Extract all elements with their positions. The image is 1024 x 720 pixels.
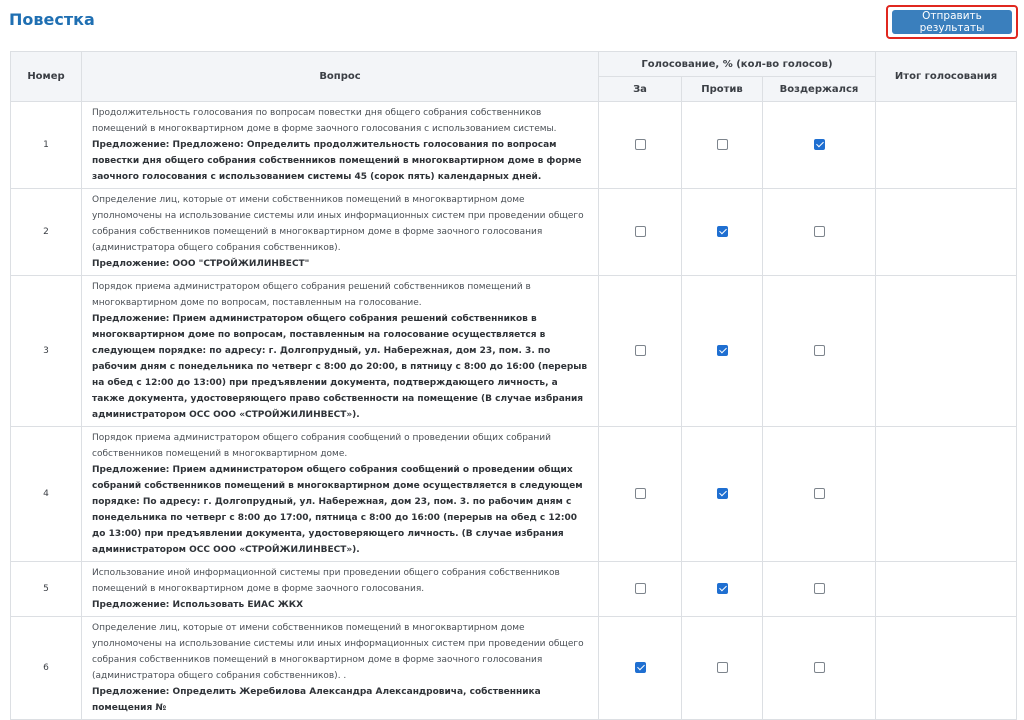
vote-for-cell (599, 276, 682, 427)
question-proposal: Предложение: Использовать ЕИАС ЖКХ (92, 600, 304, 610)
question-text: Использование иной информационной системы при проведении общего собрания собственников помещений в многоквартирном доме в форме заочного голосования. (92, 568, 560, 594)
vote-abstained-cell (763, 276, 876, 427)
header-voting: Голосование, % (кол-во голосов) (599, 52, 876, 77)
row-result (876, 102, 1017, 189)
header-result: Итог голосования (876, 52, 1017, 102)
vote-for-cell (599, 189, 682, 276)
vote-against-cell (682, 427, 763, 562)
row-question-cell (82, 617, 599, 720)
vote-for-cell (599, 617, 682, 720)
vote-against-cell (682, 276, 763, 427)
question-proposal: Предложение: ООО "СТРОЙЖИЛИНВЕСТ" (92, 259, 310, 269)
vote-for-cell (599, 102, 682, 189)
vote-for-checkbox[interactable] (635, 139, 646, 150)
agenda-table-body (11, 102, 1017, 720)
vote-for-checkbox[interactable] (635, 345, 646, 356)
question-text: Продолжительность голосования по вопросам повестки дня общего собрания собственников помещений в многоквартирном доме в форме заочного голосования с использованием системы. (92, 108, 557, 134)
row-number: 3 (11, 276, 82, 427)
send-results-button[interactable]: Отправить результаты (892, 10, 1012, 34)
row-question-cell (82, 102, 599, 189)
vote-abstained-cell (763, 427, 876, 562)
row-number: 2 (11, 189, 82, 276)
row-result (876, 427, 1017, 562)
vote-abstained-cell (763, 102, 876, 189)
row-question-cell (82, 276, 599, 427)
vote-against-checkbox[interactable] (717, 583, 728, 594)
header-number: Номер (11, 52, 82, 102)
header-question: Вопрос (82, 52, 599, 102)
vote-for-checkbox[interactable] (635, 583, 646, 594)
question-text: Определение лиц, которые от имени собственников помещений в многоквартирном доме уполномочены на использование системы или иных информационных систем при проведении общего собрания собственников помещений в многоквартирном доме в форме заочного голосования (администратора общего собрания собственников). (92, 195, 584, 253)
question-proposal: Предложение: Определить Жеребилова Александра Александровича, собственника помещения № (92, 687, 541, 713)
row-question-cell (82, 427, 599, 562)
header-against: Против (682, 77, 763, 102)
question-proposal: Предложение: Предложено: Определить продолжительность голосования по вопросам повестки дня общего собрания собственников помещений в многоквартирном доме в форме заочного голосования с использованием системы 45 (сорок пять) календарных дней. (92, 140, 582, 182)
vote-against-checkbox[interactable] (717, 139, 728, 150)
header-for: За (599, 77, 682, 102)
row-number: 6 (11, 617, 82, 720)
vote-abstained-cell (763, 562, 876, 617)
vote-abstained-cell (763, 617, 876, 720)
row-number: 1 (11, 102, 82, 189)
vote-against-cell (682, 562, 763, 617)
row-result (876, 617, 1017, 720)
row-question-cell (82, 189, 599, 276)
vote-against-checkbox[interactable] (717, 662, 728, 673)
table-header-row (11, 52, 1017, 77)
vote-against-checkbox[interactable] (717, 488, 728, 499)
header-abstained: Воздержался (763, 77, 876, 102)
question-proposal: Предложение: Прием администратором общего собрания сообщений о проведении общих собраний собственников помещений в многоквартирном доме осуществляется в следующем порядке: По адресу: г. Долгопрудный, ул. Набережная, дом 23, пом. 3. по рабочим дням с понедельника по четверг с 8:00 до 17:00, пятница с 8:00 до 16:00 (перерыв на обед с 12:00 до 13:00) при предъявлении документа, удостоверяющего личность. (В случае избрания администратором ОСС ООО «СТРОЙЖИЛИНВЕСТ»). (92, 465, 583, 555)
row-question-cell (82, 562, 599, 617)
page-title: Повестка (9, 10, 95, 29)
row-result (876, 562, 1017, 617)
vote-against-cell (682, 189, 763, 276)
table-row (11, 102, 1017, 189)
row-result (876, 189, 1017, 276)
table-row (11, 427, 1017, 562)
vote-abstained-cell (763, 189, 876, 276)
vote-for-checkbox[interactable] (635, 662, 646, 673)
agenda-table (10, 51, 1017, 720)
vote-abstained-checkbox[interactable] (814, 139, 825, 150)
vote-against-cell (682, 102, 763, 189)
row-number: 4 (11, 427, 82, 562)
table-row (11, 617, 1017, 720)
send-button-highlight (886, 5, 1018, 39)
question-text: Определение лиц, которые от имени собственников помещений в многоквартирном доме уполномочены на использование системы или иных информационных систем при проведении общего собрания собственников помещений в многоквартирном доме в форме заочного голосования (администратора общего собрания собственников). . (92, 623, 584, 681)
vote-abstained-checkbox[interactable] (814, 583, 825, 594)
vote-abstained-checkbox[interactable] (814, 345, 825, 356)
row-result (876, 276, 1017, 427)
vote-abstained-checkbox[interactable] (814, 662, 825, 673)
vote-for-cell (599, 562, 682, 617)
row-number: 5 (11, 562, 82, 617)
vote-abstained-checkbox[interactable] (814, 488, 825, 499)
table-row (11, 562, 1017, 617)
vote-for-checkbox[interactable] (635, 488, 646, 499)
vote-for-checkbox[interactable] (635, 226, 646, 237)
vote-against-checkbox[interactable] (717, 345, 728, 356)
vote-for-cell (599, 427, 682, 562)
question-text: Порядок приема администратором общего собрания решений собственников помещений в многоквартирном доме по вопросам, поставленным на голосование. (92, 282, 531, 308)
table-row (11, 189, 1017, 276)
vote-against-cell (682, 617, 763, 720)
table-row (11, 276, 1017, 427)
question-text: Порядок приема администратором общего собрания сообщений о проведении общих собраний собственников помещений в многоквартирном доме. (92, 433, 551, 459)
question-proposal: Предложение: Прием администратором общего собрания решений собственников в многоквартирном доме по вопросам, поставленным на голосование осуществляется в следующем порядке: по адресу: г. Долгопрудный, ул. Набережная, дом 23, пом. 3. по рабочим дням с понедельника по четверг с 8:00 до 20:00, в пятницу с 8:00 до 16:00 (перерыв на обед с 12:00 до 13:00) при предъявлении документа, подтверждающего личность, а также документа, удостоверяющего право собственности на помещение (В случае избрания администратором ОСС ООО «СТРОЙЖИЛИНВЕСТ»). (92, 314, 588, 420)
vote-against-checkbox[interactable] (717, 226, 728, 237)
vote-abstained-checkbox[interactable] (814, 226, 825, 237)
